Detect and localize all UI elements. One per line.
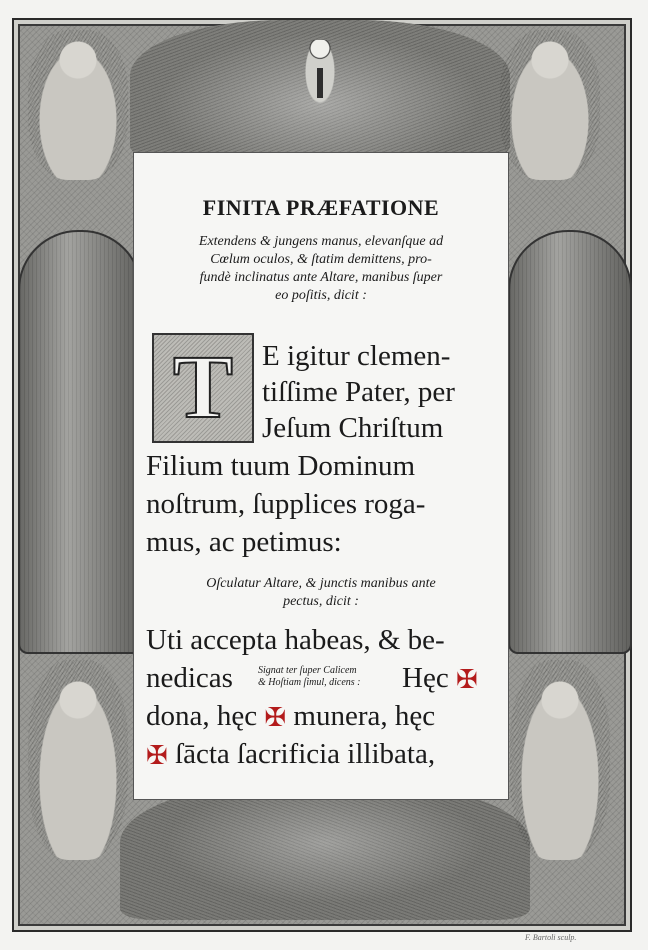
engraver-signature: F. Bartoli sculp. [525, 933, 577, 942]
text-fragment: nedicas [146, 662, 233, 694]
illuminated-initial [152, 333, 254, 443]
right-pillar [508, 230, 632, 654]
text-line [146, 661, 233, 695]
cross-icon: ✠ [146, 741, 168, 771]
rubric-line: Oſculatur Altare, & junctis manibus ante [206, 576, 436, 591]
cherub-bottom-right-icon [510, 660, 610, 860]
chalice-icon [302, 40, 338, 110]
rubric-line: fundè inclinatus ante Altare, manibus ſuper [199, 270, 443, 285]
marginal-rubric [258, 665, 361, 689]
text-fragment: dona, hęc [146, 700, 258, 732]
rubric-line: & Hoſtiam ſimul, dicens : [258, 677, 361, 688]
rubric-instructions-2 [144, 575, 498, 611]
rubric-line: Cœlum oculos, & ſtatim demittens, pro- [210, 252, 432, 267]
text-line: noſtrum, ſupplices roga- [146, 488, 426, 520]
text-fragment: munera, hęc [293, 700, 436, 732]
text-line [146, 737, 435, 773]
rubric-line: pectus, dicit : [283, 594, 359, 609]
cross-icon: ✠ [264, 703, 287, 733]
cross-icon: ✠ [455, 665, 478, 695]
rubric-line: eo poſitis, dicit : [275, 288, 367, 303]
cherub-top-left-icon [28, 30, 128, 180]
cherub-bottom-left-icon [28, 660, 128, 860]
text-line: Filium tuum Dominum [146, 450, 416, 482]
text-line [146, 699, 435, 735]
text-line: Uti accepta habeas, & be- [146, 624, 445, 656]
text-fragment: ſācta ſacrificia illibata, [175, 738, 436, 770]
text-line [402, 661, 478, 697]
text-line: Jeſum Chriſtum [262, 412, 444, 444]
text-line: E igitur clemen- [262, 340, 451, 372]
text-panel [133, 152, 509, 800]
initial-letter: T [172, 338, 234, 437]
cherub-top-right-icon [500, 30, 600, 180]
rubric-instructions [144, 233, 498, 305]
text-line: tiſſime Pater, per [262, 376, 455, 408]
text-fragment: Hęc [402, 662, 449, 694]
rubric-line: Extendens & jungens manus, elevanſque ad [198, 234, 444, 249]
text-line: mus, ac petimus: [146, 526, 342, 558]
left-pillar [18, 230, 142, 654]
page-title: FINITA PRÆFATIONE [202, 195, 440, 220]
rubric-line: Signat ter ſuper Calicem [258, 665, 357, 676]
bottom-cartouche [120, 780, 530, 920]
